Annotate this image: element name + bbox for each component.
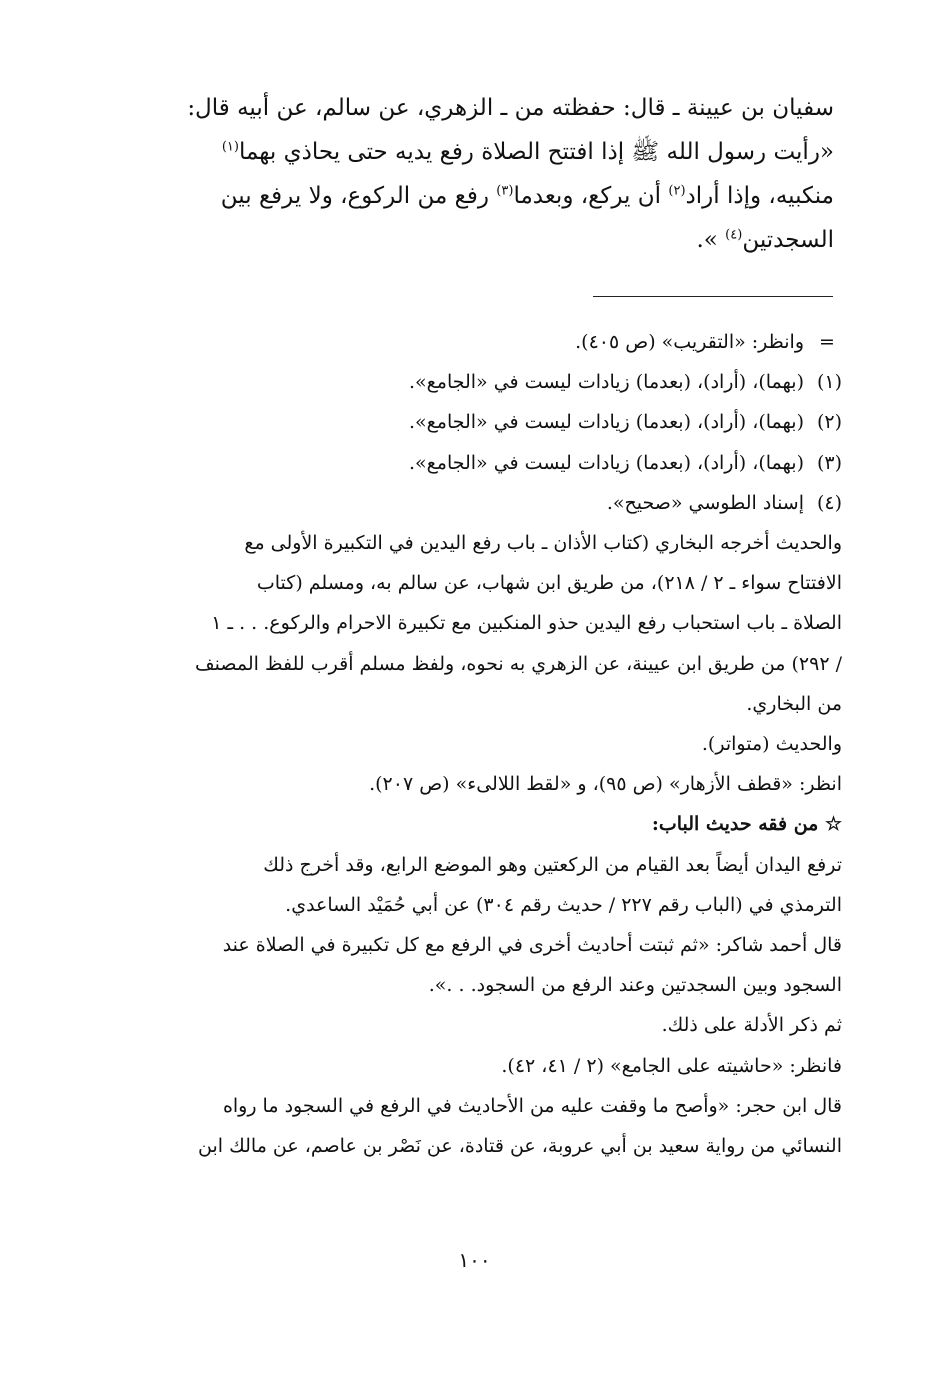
main-line [108,174,834,218]
note-text: النسائي من رواية سعيد بن أبي عروبة، عن قتادة، عن نَصْر بن عاصم، عن مالك ابن [198,1135,842,1158]
note-text: السجود وبين السجدتين وعند الرفع من السجود. . .». [428,974,842,997]
main-line-3b: أن يركع، وبعدما [513,183,669,209]
note-text: قال ابن حجر: «وأصح ما وقفت عليه من الأحاديث في الرفع في السجود ما رواه [222,1094,842,1117]
footnote-continuation [106,322,842,362]
note-text: والحديث (متواتر). [701,733,842,756]
footnote-ref-2[interactable]: (٢) [668,183,686,199]
main-line-2: «رأيت رسول الله ﷺ إذا افتتح الصلاة رفع يديه حتى يحاذي بهما [238,139,834,165]
note-line [106,644,842,684]
section-heading [106,804,842,844]
note-line [106,1005,842,1045]
main-line-4b: ». [696,227,726,253]
footnote-continuation-text: وانظر: «التقريب» (ص ٤٠٥). [575,331,804,353]
footnote-number: (٤) [816,491,842,514]
note-text: ترفع اليدان أيضاً بعد القيام من الركعتين وهو الموضع الرابع، وقد أخرج ذلك [263,853,842,876]
footnote-text: (بهما)، (أراد)، (بعدما) زيادات ليست في «الجامع». [408,371,804,394]
footnote-number: (١) [816,371,842,394]
note-text: من البخاري. [746,692,842,715]
note-text: قال أحمد شاكر: «ثم ثبتت أحاديث أخرى في الرفع مع كل تكبيرة في الصلاة عند [222,934,842,957]
note-text: الافتتاح سواء ـ ٢ / ٢١٨)، من طريق ابن شهاب، عن سالم به، ومسلم (كتاب [256,572,842,595]
hadith-text [108,86,834,262]
main-line-4a: السجدتين [742,227,834,253]
main-line-1: سفيان بن عيينة ـ قال: حفظته من ـ الزهري، عن سالم، عن أبيه قال: [187,95,834,121]
note-text: / ٢٩٢) من طريق ابن عيينة، عن الزهري به نحوه، ولفظ مسلم أقرب للفظ المصنف [195,652,842,675]
footnote-text: إسناد الطوسي «صحيح». [606,491,804,514]
note-line [106,925,842,965]
footnote-ref-3[interactable]: (٣) [496,183,514,199]
footnote-4 [106,483,842,523]
page-number: ١٠٠ [458,1248,491,1272]
note-text: فانظر: «حاشيته على الجامع» (٢ / ٤١، ٤٢). [501,1054,842,1077]
note-line [106,1126,842,1166]
note-line [106,965,842,1005]
note-text: الترمذي في (الباب رقم ٢٢٧ / حديث رقم ٣٠٤) عن أبي حُمَيْد الساعدي. [285,893,842,916]
note-text: الصلاة ـ باب استحباب رفع اليدين حذو المنكبين مع تكبيرة الاحرام والركوع. . . ـ ١ [211,612,842,635]
footnote-2 [106,402,842,442]
note-line [106,603,842,643]
footnote-ref-1[interactable]: (١) [221,139,239,155]
note-text: ثم ذكر الأدلة على ذلك. [661,1014,842,1037]
footnote-ref-4[interactable]: (٤) [725,227,743,243]
footnote-3 [106,443,842,483]
note-line [106,563,842,603]
note-line [106,764,842,804]
note-line [106,845,842,885]
footnote-number: (٢) [816,411,842,434]
footnote-text: (بهما)، (أراد)، (بعدما) زيادات ليست في «الجامع». [408,411,804,434]
footnote-1 [106,362,842,402]
footnotes [106,322,842,1166]
footnote-separator [593,296,833,297]
note-line [106,724,842,764]
note-line [106,1046,842,1086]
footnote-number: (٣) [816,451,842,474]
note-line [106,684,842,724]
continuation-mark: = [819,331,835,353]
note-text: والحديث أخرجه البخاري (كتاب الأذان ـ باب رفع اليدين في التكبيرة الأولى مع [244,532,842,555]
main-line-3c: رفع من الركوع، ولا يرفع بين [220,183,497,209]
note-line [106,523,842,563]
note-line [106,1086,842,1126]
footnote-text: (بهما)، (أراد)، (بعدما) زيادات ليست في «الجامع». [408,451,804,474]
main-line [108,130,834,174]
main-line-3a: منكبيه، وإذا أراد [685,183,834,209]
main-line [108,218,834,262]
note-line [106,885,842,925]
note-text: انظر: «قطف الأزهار» (ص ٩٥)، و «لقط اللالىء» (ص ٢٠٧). [369,773,842,796]
section-heading-text: ☆ من فقه حديث الباب: [651,813,842,836]
main-line [108,86,834,130]
